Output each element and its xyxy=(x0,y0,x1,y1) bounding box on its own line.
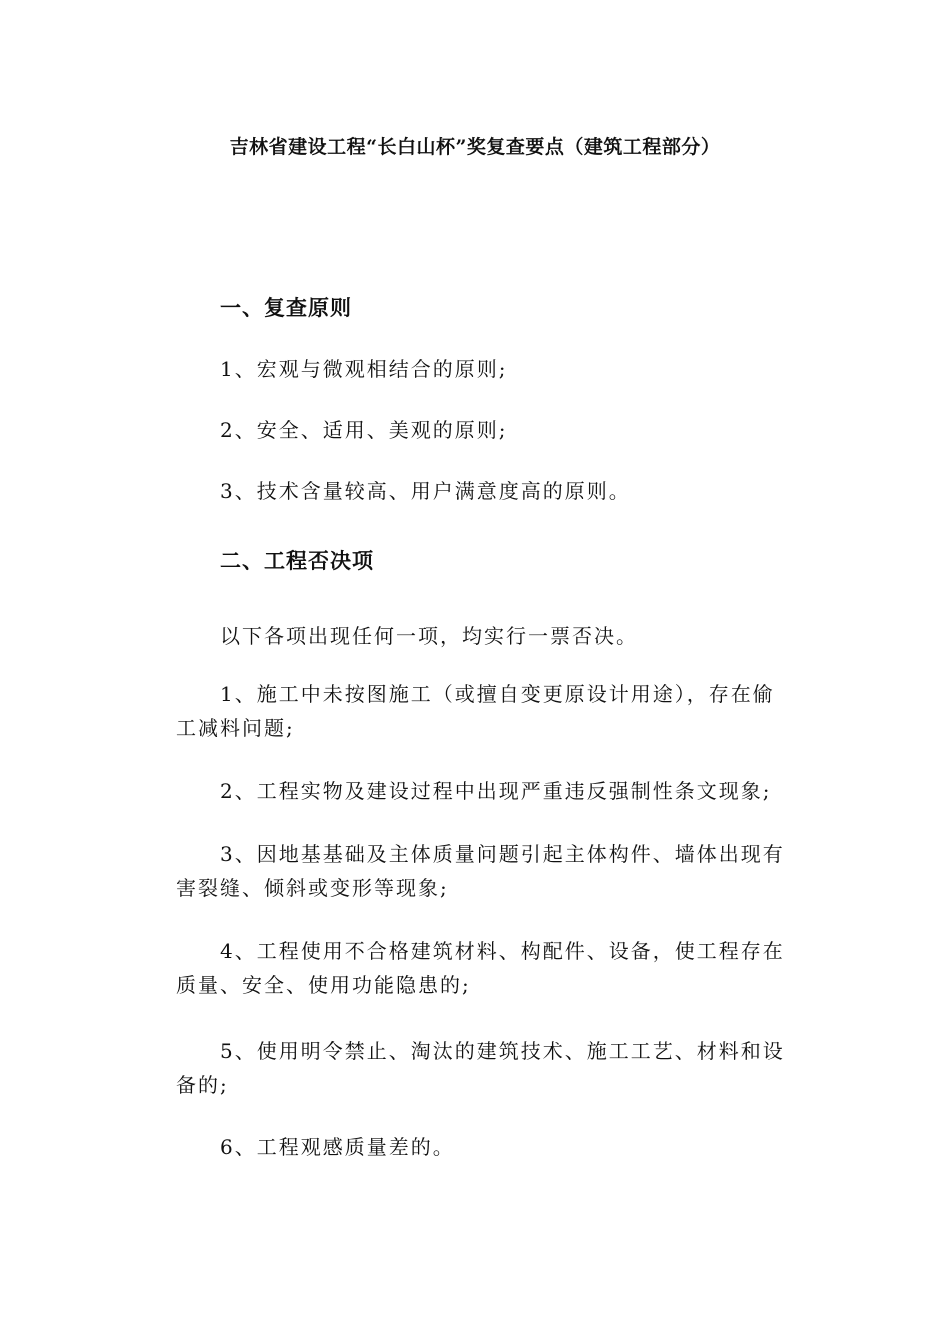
veto-item: 6、工程观感质量差的。 xyxy=(220,1135,455,1159)
veto-item: 5、使用明令禁止、淘汰的建筑技术、施工工艺、材料和设备的; xyxy=(176,1039,785,1097)
veto-intro: 以下各项出现任何一项，均实行一票否决。 xyxy=(220,624,638,648)
section-heading-principles: 一、复查原则 xyxy=(220,295,352,320)
principle-item: 3、技术含量较高、用户满意度高的原则。 xyxy=(220,479,631,503)
veto-item: 3、因地基基础及主体质量问题引起主体构件、墙体出现有害裂缝、倾斜或变形等现象; xyxy=(176,842,785,900)
section-heading-veto: 二、工程否决项 xyxy=(220,548,374,573)
veto-item: 4、工程使用不合格建筑材料、构配件、设备，使工程存在质量、安全、使用功能隐患的; xyxy=(176,939,785,997)
veto-item: 1、施工中未按图施工（或擅自变更原设计用途），存在偷工减料问题; xyxy=(176,682,775,740)
document-title: 吉林省建设工程“长白山杯”奖复查要点（建筑工程部分） xyxy=(229,136,721,158)
veto-item: 2、工程实物及建设过程中出现严重违反强制性条文现象; xyxy=(220,779,772,803)
principle-item: 1、宏观与微观相结合的原则; xyxy=(220,357,508,381)
principle-item: 2、安全、适用、美观的原则; xyxy=(220,418,508,442)
